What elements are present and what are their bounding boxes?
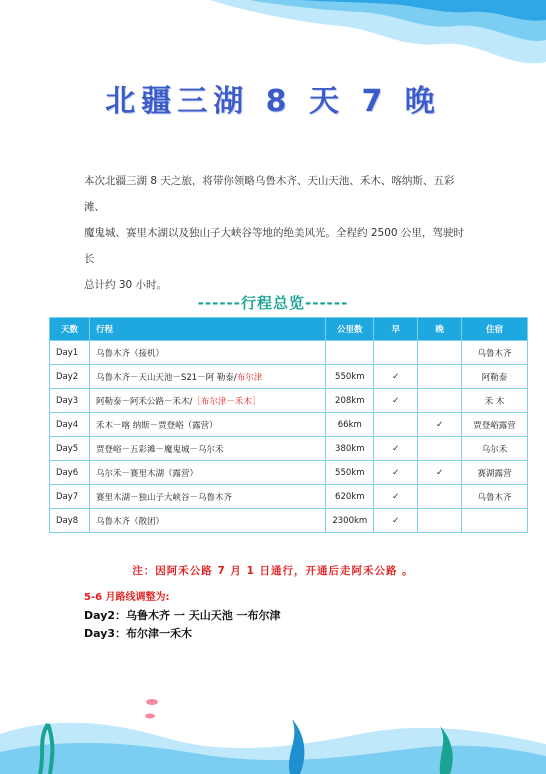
route-text: 贾登峪－五彩滩－魔鬼城－乌尔禾 (95, 444, 224, 455)
cell-dinner (418, 509, 462, 533)
cell-breakfast (374, 389, 418, 413)
route-text: 禾木－喀 纳斯－贾登峪（露营） (95, 420, 218, 431)
bottom-wave-decoration (0, 684, 546, 774)
cell-route (89, 437, 325, 461)
adjust-line: Day3：布尔津一禾木 (84, 627, 193, 640)
header-route: 行程 (89, 318, 325, 341)
intro-line: 本次北疆三湖 8 天之旅，将带你领略乌鲁木齐、天山天池、禾木、喀纳斯、五彩滩、 (84, 175, 455, 213)
cell-km: 620km (326, 485, 374, 509)
route-text: 乌鲁木齐（散团） (95, 516, 164, 527)
table-row (50, 413, 528, 437)
cell-breakfast (374, 413, 418, 437)
cell-breakfast (374, 341, 418, 365)
road-note: 注：因阿禾公路 7 月 1 日通行，开通后走阿禾公路 。 (132, 565, 414, 577)
cell-route (89, 389, 325, 413)
top-wave-decoration (0, 0, 546, 80)
table-row (50, 437, 528, 461)
cell-breakfast (374, 437, 418, 461)
cell-day: Day1 (50, 341, 90, 365)
cell-km: 550km (326, 365, 374, 389)
cell-stay: 禾 木 (462, 389, 528, 413)
cell-route (89, 461, 325, 485)
cell-route (89, 485, 325, 509)
check-icon: ✓ (392, 395, 400, 406)
cell-breakfast (374, 365, 418, 389)
route-alt-text: ［布尔津－禾木］ (192, 396, 261, 407)
cell-day: Day3 (50, 389, 90, 413)
table-row (50, 365, 528, 389)
route-text: 乌尔禾－赛里木湖（露营） (95, 468, 198, 479)
route-text: 赛里木湖－独山子大峡谷－乌鲁木齐 (95, 492, 232, 503)
cell-breakfast (374, 509, 418, 533)
cell-km: 380km (326, 437, 374, 461)
cell-day: Day4 (50, 413, 90, 437)
check-icon: ✓ (436, 419, 444, 430)
cell-day: Day7 (50, 485, 90, 509)
check-icon: ✓ (392, 491, 400, 502)
cell-breakfast (374, 461, 418, 485)
itinerary-table (49, 317, 528, 533)
cell-day: Day6 (50, 461, 90, 485)
cell-stay (462, 509, 528, 533)
check-icon: ✓ (436, 467, 444, 478)
cell-stay: 乌尔禾 (462, 437, 528, 461)
cell-dinner (418, 461, 462, 485)
cell-dinner (418, 389, 462, 413)
cell-dinner (418, 341, 462, 365)
header-dinner: 晚 (418, 318, 462, 341)
table-row (50, 485, 528, 509)
route-adjustment (84, 588, 281, 643)
cell-stay: 赛湖露营 (462, 461, 528, 485)
cell-day: Day2 (50, 365, 90, 389)
header-stay: 住宿 (462, 318, 528, 341)
cell-km (326, 341, 374, 365)
cell-route (89, 413, 325, 437)
cell-route (89, 509, 325, 533)
cell-dinner (418, 437, 462, 461)
cell-km: 66km (326, 413, 374, 437)
table-row (50, 461, 528, 485)
route-alt-text: 布尔津 (236, 372, 263, 383)
table-row (50, 389, 528, 413)
cell-stay: 贾登峪露营 (462, 413, 528, 437)
header-day: 天数 (50, 318, 90, 341)
cell-dinner (418, 485, 462, 509)
cell-stay: 乌鲁木齐 (462, 341, 528, 365)
check-icon: ✓ (392, 467, 400, 478)
adjust-heading: 5-6 月路线调整为: (84, 592, 170, 603)
intro-line: 魔鬼城、赛里木湖以及独山子大峡谷等地的绝美风光。全程约 2500 公里，驾驶时长 (84, 227, 464, 265)
page-title: 北疆三湖 8 天 7 晚 (105, 84, 441, 119)
adjust-line: Day2：乌鲁木齐 一 天山天池 一布尔津 (84, 609, 281, 622)
route-text: 乌鲁木齐（接机） (95, 348, 164, 359)
cell-day: Day8 (50, 509, 90, 533)
cell-dinner (418, 365, 462, 389)
cell-dinner (418, 413, 462, 437)
header-km: 公里数 (326, 318, 374, 341)
cell-km: 208km (326, 389, 374, 413)
cell-day: Day5 (50, 437, 90, 461)
table-row (50, 341, 528, 365)
check-icon: ✓ (392, 515, 400, 526)
cell-stay: 乌鲁木齐 (462, 485, 528, 509)
cell-stay: 阿勒泰 (462, 365, 528, 389)
cell-km: 2300km (326, 509, 374, 533)
route-text: 阿勒泰－阿禾公路－禾木/ (95, 396, 193, 407)
cell-route (89, 365, 325, 389)
cell-km: 550km (326, 461, 374, 485)
intro-paragraph (84, 168, 474, 298)
section-title: ------行程总览------ (197, 294, 349, 312)
route-text: 乌鲁木齐－天山天池－S21－阿 勒泰/ (95, 372, 237, 383)
header-breakfast: 早 (374, 318, 418, 341)
table-row (50, 509, 528, 533)
check-icon: ✓ (392, 371, 400, 382)
table-header-row (50, 318, 528, 341)
cell-breakfast (374, 485, 418, 509)
intro-line: 总计约 30 小时。 (84, 279, 168, 291)
check-icon: ✓ (392, 443, 400, 454)
cell-route (89, 341, 325, 365)
